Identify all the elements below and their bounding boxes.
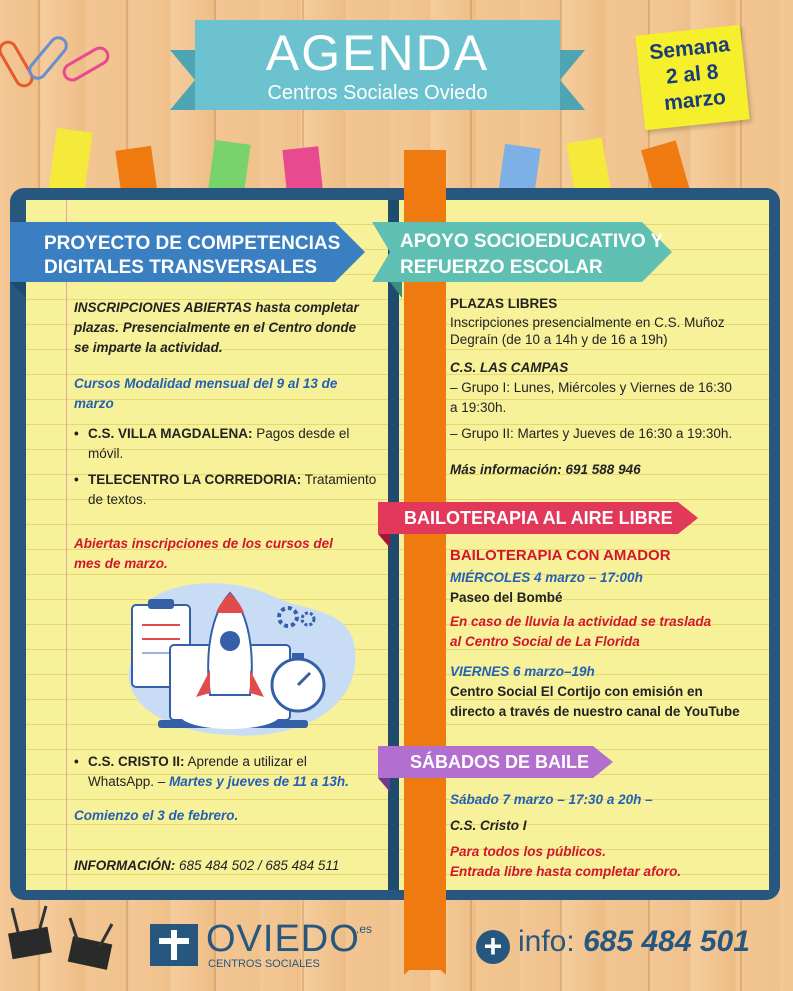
sabados-header: SÁBADOS DE BAILE <box>410 752 590 772</box>
baile-rain-2: al Centro Social de La Florida <box>450 634 640 649</box>
page-subtitle: Centros Sociales Oviedo <box>267 82 488 104</box>
baile-date-2: VIERNES 6 marzo–19h <box>450 664 595 679</box>
item3-desc-2: WhatsApp. – <box>88 774 166 789</box>
plus-icon: + <box>476 930 510 964</box>
left-header-line-2: DIGITALES TRANSVERSALES <box>44 257 318 278</box>
list-item <box>72 752 387 792</box>
info-phones: 685 484 502 / 685 484 511 <box>179 858 340 873</box>
list-item <box>72 470 382 510</box>
campas-title: C.S. LAS CAMPAS <box>450 360 569 375</box>
start-date: Comienzo el 3 de febrero. <box>74 808 239 823</box>
baile-place-2-line-2: directo a través de nuestro canal de YouTube <box>450 704 740 719</box>
info-prefix: info: <box>518 925 575 958</box>
baile-rain-1: En caso de lluvia la actividad se traslada <box>450 614 712 629</box>
cursos-prefix: Cursos Modalidad mensual <box>74 376 250 391</box>
more-info: Más información: 691 588 946 <box>450 462 641 477</box>
item2-desc-2: de textos. <box>88 492 147 507</box>
campas-g1-line-2: a 19:30h. <box>450 400 507 415</box>
paperclips-icon <box>0 20 120 100</box>
plazas-line-1: Inscripciones presencialmente en C.S. Muñoz <box>450 315 725 330</box>
info-label: INFORMACIÓN: <box>74 858 176 873</box>
logo-sub: CENTROS SOCIALES <box>208 958 320 970</box>
item2-name: TELECENTRO LA CORREDORIA: <box>88 472 302 487</box>
week-line-2: 2 al 8 <box>664 60 720 89</box>
oviedo-crest-icon <box>150 924 198 966</box>
item3-time: Martes y jueves de 11 a 13h. <box>169 774 349 789</box>
binder-clips-icon <box>0 900 130 980</box>
rocket-laptop-illustration <box>110 575 370 745</box>
march-line-2: mes de marzo. <box>74 556 168 571</box>
baile-place-1: Paseo del Bombé <box>450 590 563 605</box>
right-header-line-2: REFUERZO ESCOLAR <box>400 257 603 278</box>
item1-desc: Pagos desde el <box>256 426 350 441</box>
logo-suffix: .es <box>356 922 373 936</box>
cursos-dates-2: marzo <box>74 396 114 411</box>
week-line-3: marzo <box>662 85 727 116</box>
right-header-line-1: APOYO SOCIOEDUCATIVO Y <box>400 231 664 252</box>
left-intro-line-3: se imparte la actividad. <box>74 340 223 355</box>
list-item <box>72 424 382 464</box>
baile-place-2-line-1: Centro Social El Cortijo con emisión en <box>450 684 703 699</box>
item2-desc: Tratamiento <box>304 472 377 487</box>
page-title: AGENDA <box>265 25 490 81</box>
march-line-1: Abiertas inscripciones de los cursos del <box>74 536 333 551</box>
item1-name: C.S. VILLA MAGDALENA: <box>88 426 253 441</box>
left-header-line-1: PROYECTO DE COMPETENCIAS <box>44 233 341 254</box>
item1-desc-2: móvil. <box>88 446 124 461</box>
sabados-place: C.S. Cristo I <box>450 818 527 833</box>
sabados-note-2: Entrada libre hasta completar aforo. <box>450 864 682 879</box>
campas-g1-line-1: – Grupo I: Lunes, Miércoles y Viernes de 16:30 <box>450 380 732 395</box>
plazas-title: PLAZAS LIBRES <box>450 296 558 311</box>
baile-header: BAILOTERAPIA AL AIRE LIBRE <box>404 508 673 528</box>
campas-g2: – Grupo II: Martes y Jueves de 16:30 a 19:30h. <box>450 426 733 441</box>
item3-name: C.S. CRISTO II: <box>88 754 185 769</box>
sabados-note-1: Para todos los públicos. <box>450 844 607 859</box>
week-line-1: Semana <box>648 33 731 65</box>
left-intro-line-1: INSCRIPCIONES ABIERTAS hasta completar <box>74 300 359 315</box>
week-sticky-note <box>635 25 749 130</box>
cursos-dates: del 9 al 13 de <box>253 376 338 391</box>
info-phone: 685 484 501 <box>583 925 750 958</box>
sabados-date: Sábado 7 marzo – 17:30 a 20h – <box>450 792 653 807</box>
baile-title: BAILOTERAPIA CON AMADOR <box>450 547 671 564</box>
left-intro-line-2: plazas. Presencialmente en el Centro donde <box>74 320 357 335</box>
logo-text: OVIEDO <box>206 918 360 960</box>
plazas-line-2: Degraín (de 10 a 14h y de 16 a 19h) <box>450 332 668 347</box>
item3-desc: Aprende a utilizar el <box>187 754 307 769</box>
footer-info <box>518 925 750 959</box>
baile-date-1: MIÉRCOLES 4 marzo – 17:00h <box>450 570 643 585</box>
